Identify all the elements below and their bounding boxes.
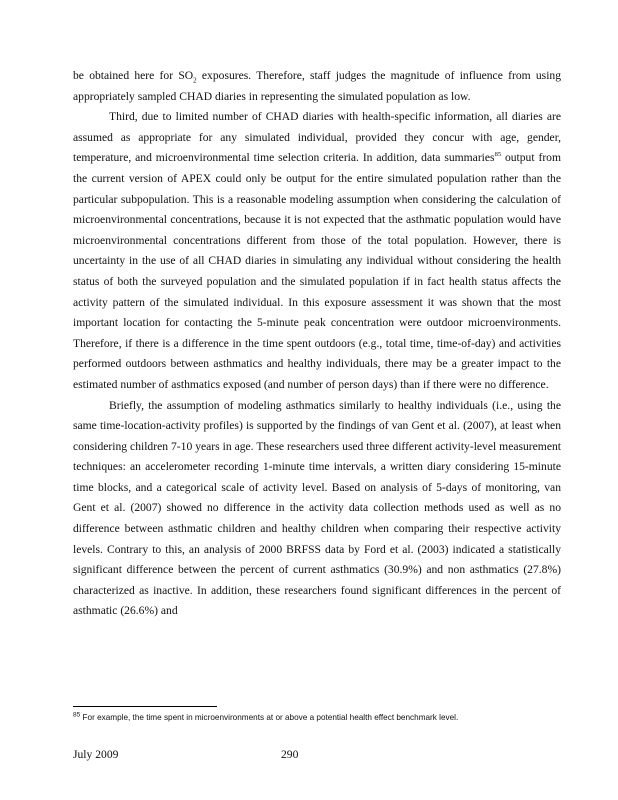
paragraph	[73, 396, 561, 623]
paragraph	[73, 66, 561, 107]
footnote	[73, 712, 573, 724]
body-text	[73, 66, 561, 622]
subscript: 2	[193, 76, 197, 85]
footnote-number: 85	[73, 711, 81, 719]
page-number: 290	[281, 748, 299, 761]
paragraph-text: exposures. Therefore, staff judges the magnitude of influence from using appropriately sampled CHAD diaries in representing the simulated population as low.	[73, 69, 562, 103]
footnote-text: For example, the time spent in microenvironments at or above a potential health effect benchmark level.	[80, 713, 459, 722]
paragraph-text: be obtained here for SO	[73, 69, 194, 82]
paragraph	[73, 107, 561, 395]
footnote-reference: 85	[494, 151, 502, 159]
footnote-separator	[73, 706, 217, 707]
paragraph-text: output from the current version of APEX could only be output for the entire simulated population rather than the particular subpopulation. This is a reasonable modeling assumption when considering the calculation of microenvironmental concentrations, because it is not expected that the asthmatic population would have microenvironmental concentrations different from those of the total population. However, there is uncertainty in the use of all CHAD diaries in simulating any individual without considering the health status of both the surveyed population and the simulated population if in fact health status affects the activity pattern of the simulated individual. In this exposure assessment it was shown that the most important location for contacting the 5-minute peak concentration were outdoor microenvironments. Therefore, if there is a difference in the time spent outdoors (e.g., total time, time-of-day) and activities performed outdoors between asthmatics and healthy individuals, there may be a greater impact to the estimated number of asthmatics exposed (and number of person days) than if there were no difference.	[73, 151, 561, 391]
paragraph-text: Third, due to limited number of CHAD diaries with health-specific information, all diaries are assumed as appropriate for any simulated individual, provided they concur with age, gender, temperature, and microenvironmental time selection criteria. In addition, data summaries	[73, 110, 561, 165]
paragraph-text: Briefly, the assumption of modeling asthmatics similarly to healthy individuals (i.e., using the same time-location-activity profiles) is supported by the findings of van Gent et al. (2007), at least when considering children 7-10 years in age. These researchers used three different activity-level measurement techniques: an accelerometer recording 1-minute time intervals, a written diary considering 15-minute time blocks, and a categorical scale of activity level. Based on analysis of 5-days of monitoring, van Gent et al. (2007) showed no difference in the activity data collection methods used as well as no difference between asthmatic children and healthy children when comparing their respective activity levels. Contrary to this, an analysis of 2000 BRFSS data by Ford et al. (2003) indicated a statistically significant difference between the percent of current asthmatics (30.9%) and non asthmatics (27.8%) characterized as inactive. In addition, these researchers found significant differences in the percent of asthmatic (26.6%) and	[73, 398, 561, 618]
footer-date: July 2009	[73, 748, 119, 761]
